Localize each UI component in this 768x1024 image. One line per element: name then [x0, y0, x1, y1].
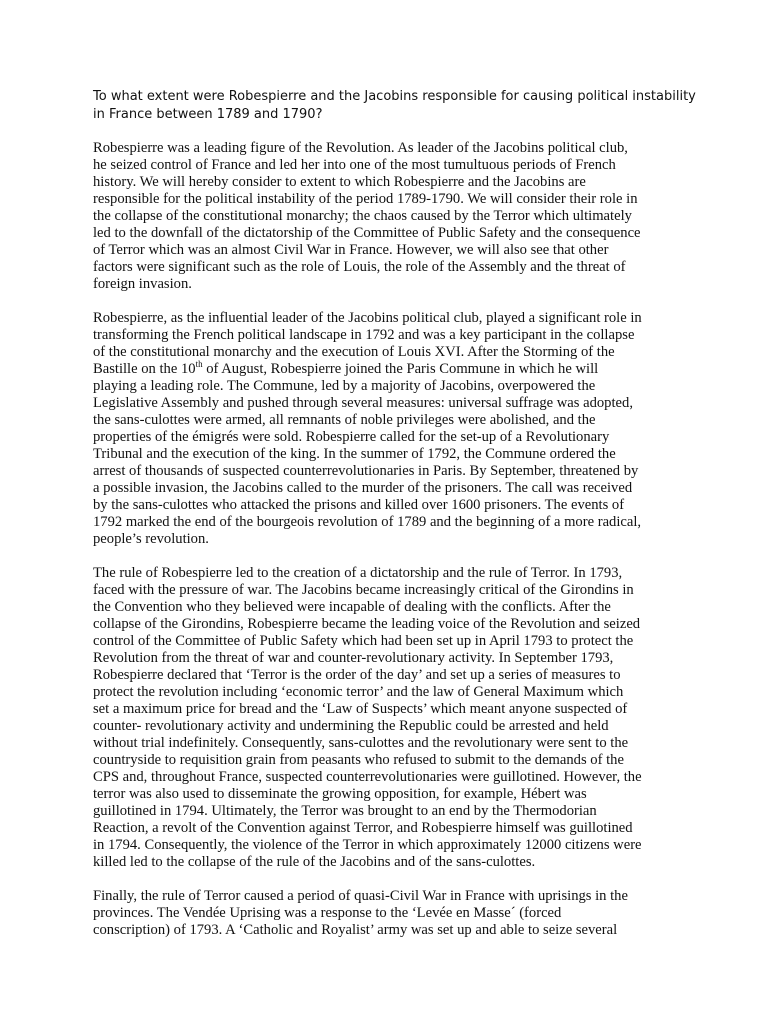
text-line: Legislative Assembly and pushed through several measures: universal suffrage was adopted, — [93, 395, 633, 411]
text-line: foreign invasion. — [93, 276, 192, 292]
text-line: the sans-culottes were armed, all remnants of noble privileges were abolished, and the — [93, 412, 596, 428]
text-line: properties of the émigrés were sold. Robespierre called for the set-up of a Revolutionary — [93, 429, 610, 445]
text-fragment: Bastille on the 10 — [93, 361, 196, 377]
text-line: factors were significant such as the role of Louis, the role of the Assembly and the threat of — [93, 259, 626, 275]
question-line: in France between 1789 and 1790? — [93, 107, 323, 122]
question-line: To what extent were Robespierre and the Jacobins responsible for causing political instability — [93, 89, 696, 104]
paragraph-constitutional-monarchy — [93, 310, 693, 548]
text-line: faced with the pressure of war. The Jacobins became increasingly critical of the Girondins in — [93, 582, 634, 598]
text-line: people’s revolution. — [93, 531, 209, 547]
ordinal-superscript: th — [195, 359, 203, 370]
text-line: killed led to the collapse of the rule of the Jacobins and of the sans-culottes. — [93, 854, 536, 870]
text-line: he seized control of France and led her into one of the most tumultuous periods of French — [93, 157, 616, 173]
text-line: Robespierre declared that ‘Terror is the order of the day’ and set up a series of measures to — [93, 667, 621, 683]
text-line: in 1794. Consequently, the violence of the Terror in which approximately 12000 citizens were — [93, 837, 642, 853]
essay-body — [93, 140, 693, 956]
text-line: led to the downfall of the dictatorship of the Committee of Public Safety and the consequence — [93, 225, 641, 241]
text-line: The rule of Robespierre led to the creation of a dictatorship and the rule of Terror. In 1793, — [93, 565, 623, 581]
text-line: Robespierre, as the influential leader of the Jacobins political club, played a significant role in — [93, 310, 642, 326]
text-line: CPS and, throughout France, suspected counterrevolutionaries were guillotined. However, the — [93, 769, 642, 785]
text-line: guillotined in 1794. Ultimately, the Terror was brought to an end by the Thermodorian — [93, 803, 597, 819]
text-line: Reaction, a revolt of the Convention against Terror, and Robespierre himself was guillotined — [93, 820, 633, 836]
text-line: transforming the French political landscape in 1792 and was a key participant in the collapse — [93, 327, 635, 343]
paragraph-terror — [93, 565, 693, 871]
text-line: countryside to requisition grain from peasants who refused to submit to the demands of the — [93, 752, 624, 768]
text-line: a possible invasion, the Jacobins called to the murder of the prisoners. The call was received — [93, 480, 633, 496]
text-fragment: of August, Robespierre joined the Paris Commune in which he will — [202, 361, 599, 377]
text-line: by the sans-culottes who attacked the prisons and killed over 1600 prisoners. The events of — [93, 497, 625, 513]
text-line: Revolution from the threat of war and counter-revolutionary activity. In September 1793, — [93, 650, 614, 666]
text-line: the Convention who they believed were incapable of dealing with the conflicts. After the — [93, 599, 611, 615]
text-line: the collapse of the constitutional monarchy; the chaos caused by the Terror which ultimately — [93, 208, 632, 224]
text-line: terror was also used to disseminate the growing opposition, for example, Hébert was — [93, 786, 587, 802]
text-line: of the constitutional monarchy and the execution of Louis XVI. After the Storming of the — [93, 344, 615, 360]
text-line: Robespierre was a leading figure of the Revolution. As leader of the Jacobins political club, — [93, 140, 628, 156]
text-line: responsible for the political instability of the period 1789-1790. We will consider their role in — [93, 191, 638, 207]
text-line: conscription) of 1793. A ‘Catholic and Royalist’ army was set up and able to seize several — [93, 922, 618, 938]
text-line: without trial indefinitely. Consequently, sans-culottes and the revolutionary were sent to the — [93, 735, 629, 751]
text-line: 1792 marked the end of the bourgeois revolution of 1789 and the beginning of a more radical, — [93, 514, 642, 530]
paragraph-civil-war — [93, 888, 693, 939]
essay-question — [93, 88, 696, 124]
text-line: history. We will hereby consider to extent to which Robespierre and the Jacobins are — [93, 174, 586, 190]
text-line-bastille — [93, 361, 693, 378]
text-line: protect the revolution including ‘economic terror’ and the law of General Maximum which — [93, 684, 624, 700]
paragraph-introduction — [93, 140, 693, 293]
text-line: Tribunal and the execution of the king. In the summer of 1792, the Commune ordered the — [93, 446, 616, 462]
text-line: arrest of thousands of suspected counterrevolutionaries in Paris. By September, threatened by — [93, 463, 639, 479]
text-line: provinces. The Vendée Uprising was a response to the ‘Levée en Masse´ (forced — [93, 905, 562, 921]
text-line: control of the Committee of Public Safety which had been set up in April 1793 to protect the — [93, 633, 634, 649]
text-line: counter- revolutionary activity and undermining the Republic could be arrested and held — [93, 718, 609, 734]
text-line: playing a leading role. The Commune, led by a majority of Jacobins, overpowered the — [93, 378, 596, 394]
text-line: of Terror which was an almost Civil War in France. However, we will also see that other — [93, 242, 609, 258]
text-line: set a maximum price for bread and the ‘Law of Suspects’ which meant anyone suspected of — [93, 701, 628, 717]
text-line: collapse of the Girondins, Robespierre became the leading voice of the Revolution and seized — [93, 616, 641, 632]
text-line: Finally, the rule of Terror caused a period of quasi-Civil War in France with uprisings in the — [93, 888, 628, 904]
